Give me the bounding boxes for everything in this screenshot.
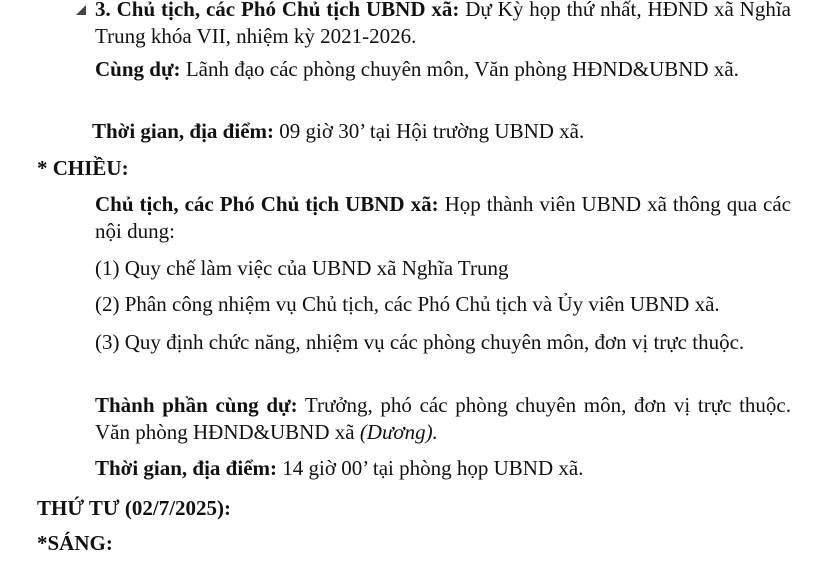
afternoon-time-paragraph: [95, 455, 791, 482]
day-heading: THỨ TƯ (02/7/2025):: [37, 496, 232, 520]
afternoon-chair-text: Họp thành viên UBND xã thông qua các nội dung:: [95, 192, 791, 243]
collapse-triangle-icon[interactable]: [76, 5, 86, 15]
agenda-item-1: (1) Quy chế làm việc của UBND xã Nghĩa Trung: [95, 256, 509, 280]
agenda-item-3: (3) Quy định chức năng, nhiệm vụ các phòng chuyên môn, đơn vị trực thuộc.: [95, 330, 745, 354]
afternoon-members-label: Thành phần cùng dự:: [95, 393, 298, 417]
afternoon-chair-paragraph: [95, 191, 791, 245]
item3-heading: 3. Chủ tịch, các Phó Chủ tịch UBND xã:: [95, 0, 460, 21]
afternoon-chair-label: Chủ tịch, các Phó Chủ tịch UBND xã:: [95, 192, 439, 216]
item3-attend-paragraph: [95, 56, 791, 83]
afternoon-time-label: Thời gian, địa điểm:: [95, 456, 277, 480]
morning-heading: *SÁNG:: [37, 531, 113, 555]
item3-attend-label: Cùng dự:: [95, 57, 181, 81]
afternoon-members-note: (Dương).: [359, 420, 438, 444]
afternoon-members-text: Trưởng, phó các phòng chuyên môn, đơn vị trực thuộc. Văn phòng HĐND&UBND xã: [95, 393, 791, 444]
afternoon-time-text: 14 giờ 00’ tại phòng họp UBND xã.: [277, 456, 584, 480]
item3-time-label: Thời gian, địa điểm:: [92, 119, 274, 143]
item3-time-text: 09 giờ 30’ tại Hội trường UBND xã.: [274, 119, 585, 143]
agenda-item-2: (2) Phân công nhiệm vụ Chủ tịch, các Phó Chủ tịch và Ủy viên UBND xã.: [95, 292, 720, 316]
afternoon-members-paragraph: [95, 392, 791, 446]
item3-attend-text: Lãnh đạo các phòng chuyên môn, Văn phòng HĐND&UBND xã.: [180, 57, 739, 81]
item3-paragraph: [95, 0, 791, 50]
item3-text: Dự Kỳ họp thứ nhất, HĐND xã Nghĩa Trung khóa VII, nhiệm kỳ 2021-2026.: [95, 0, 791, 48]
afternoon-heading: * CHIỀU:: [37, 156, 129, 180]
item3-time-paragraph: [92, 118, 788, 145]
